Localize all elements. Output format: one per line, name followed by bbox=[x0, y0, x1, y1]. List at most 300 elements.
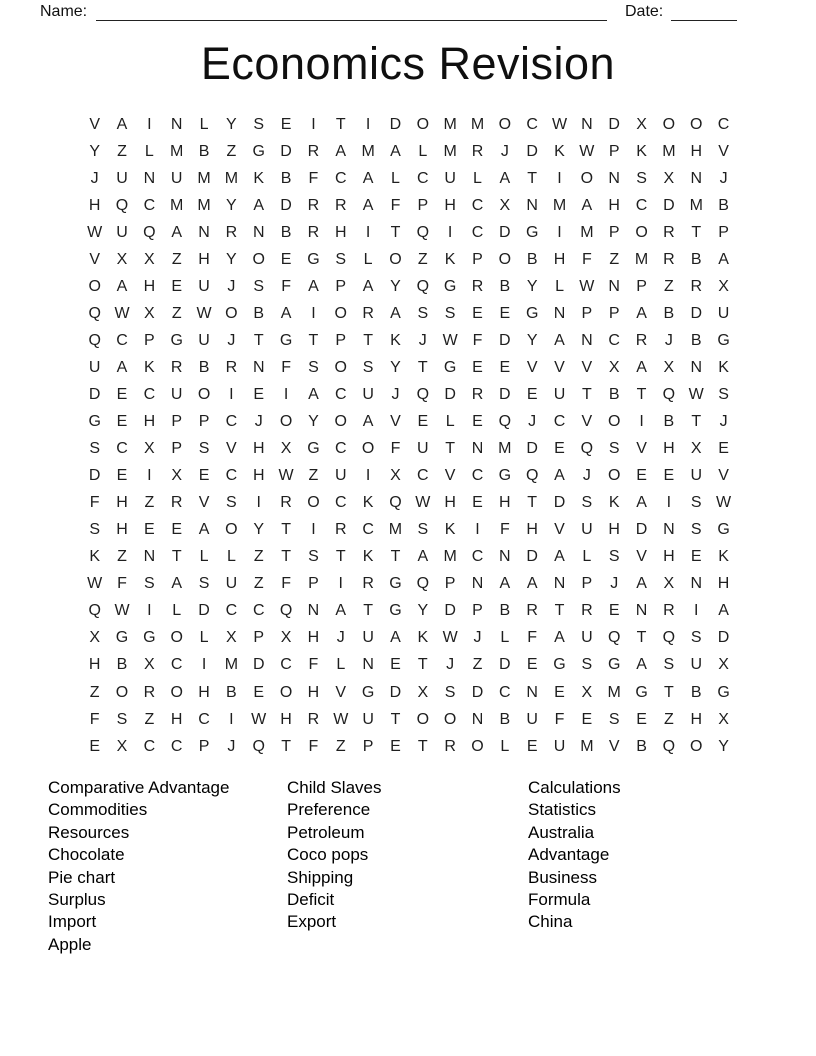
grid-cell: S bbox=[417, 304, 429, 322]
grid-cell: Q bbox=[88, 304, 101, 322]
grid-cell: S bbox=[608, 710, 620, 728]
grid-cell: J bbox=[719, 413, 728, 431]
grid-cell: S bbox=[581, 494, 593, 512]
grid-cell: S bbox=[226, 494, 237, 512]
grid-cell: P bbox=[335, 331, 347, 349]
grid-cell: R bbox=[280, 494, 292, 512]
grid-cell: N bbox=[526, 196, 538, 214]
grid-cell: Y bbox=[89, 142, 100, 160]
grid-cell: A bbox=[198, 521, 210, 539]
grid-cell: W bbox=[114, 602, 130, 620]
grid-cell: O bbox=[443, 710, 457, 728]
grid-cell: C bbox=[471, 548, 484, 566]
grid-cell: D bbox=[690, 304, 703, 322]
grid-cell: C bbox=[198, 710, 210, 728]
grid-cell: L bbox=[418, 142, 428, 160]
grid-cell: K bbox=[362, 494, 374, 512]
grid-cell: I bbox=[229, 385, 234, 403]
grid-cell: H bbox=[116, 494, 128, 512]
grid-cell: A bbox=[636, 656, 647, 674]
grid-cell: J bbox=[664, 331, 673, 349]
grid-cell: T bbox=[281, 521, 291, 539]
grid-cell: N bbox=[690, 575, 703, 593]
grid-cell: H bbox=[444, 196, 456, 214]
grid-cell: Z bbox=[144, 494, 155, 512]
grid-cell: D bbox=[635, 521, 648, 539]
grid-cell: I bbox=[201, 656, 207, 674]
grid-cell: U bbox=[334, 467, 347, 485]
grid-cell: D bbox=[252, 656, 265, 674]
grid-cell: Z bbox=[171, 304, 182, 322]
grid-cell: O bbox=[252, 250, 265, 268]
grid-cell: E bbox=[636, 710, 647, 728]
grid-cell: B bbox=[690, 250, 702, 268]
grid-cell: F bbox=[390, 440, 401, 458]
grid-cell: F bbox=[499, 521, 510, 539]
grid-cell: R bbox=[581, 602, 593, 620]
word-list-item: Petroleum bbox=[287, 822, 365, 842]
grid-cell: E bbox=[472, 413, 483, 431]
grid-cell: V bbox=[335, 683, 347, 701]
grid-cell: B bbox=[636, 737, 647, 755]
grid-cell: I bbox=[256, 494, 261, 512]
grid-cell: A bbox=[554, 467, 565, 485]
grid-cell: R bbox=[307, 223, 320, 241]
grid-cell: A bbox=[554, 548, 565, 566]
grid-cell: T bbox=[527, 169, 538, 187]
grid-cell: D bbox=[471, 683, 484, 701]
grid-cell: X bbox=[226, 629, 237, 647]
grid-cell: X bbox=[718, 277, 729, 295]
grid-cell: H bbox=[252, 467, 265, 485]
grid-cell: F bbox=[527, 629, 538, 647]
grid-cell: O bbox=[690, 115, 703, 133]
grid-cell: S bbox=[636, 169, 647, 187]
grid-cell: E bbox=[663, 467, 675, 485]
grid-cell: O bbox=[580, 169, 594, 187]
grid-cell: J bbox=[227, 331, 236, 349]
grid-cell: Q bbox=[416, 385, 430, 403]
grid-cell: G bbox=[115, 629, 129, 647]
grid-cell: A bbox=[362, 169, 374, 187]
grid-cell: A bbox=[362, 277, 374, 295]
grid-cell: N bbox=[526, 683, 538, 701]
grid-cell: Q bbox=[389, 494, 402, 512]
grid-cell: G bbox=[307, 440, 320, 458]
grid-cell: O bbox=[88, 277, 101, 295]
grid-cell: E bbox=[89, 737, 100, 755]
grid-cell: G bbox=[717, 683, 730, 701]
grid-cell: A bbox=[308, 277, 319, 295]
grid-cell: S bbox=[608, 440, 620, 458]
grid-cell: L bbox=[199, 115, 209, 133]
grid-cell: T bbox=[281, 548, 291, 566]
grid-cell: M bbox=[552, 196, 567, 214]
grid-cell: R bbox=[362, 575, 374, 593]
grid-cell: A bbox=[171, 223, 183, 241]
grid-cell: K bbox=[362, 548, 374, 566]
grid-cell: A bbox=[253, 196, 265, 214]
grid-cell: L bbox=[500, 737, 510, 755]
grid-cell: E bbox=[499, 358, 511, 376]
grid-cell: L bbox=[582, 548, 592, 566]
grid-cell: T bbox=[664, 683, 674, 701]
grid-cell: R bbox=[307, 142, 320, 160]
grid-cell: X bbox=[663, 575, 675, 593]
grid-cell: X bbox=[663, 358, 675, 376]
grid-cell: R bbox=[635, 331, 648, 349]
grid-cell: P bbox=[198, 413, 210, 431]
grid-cell: F bbox=[308, 169, 319, 187]
date-label: Date: bbox=[625, 3, 664, 20]
grid-cell: D bbox=[389, 115, 402, 133]
grid-cell: T bbox=[363, 331, 373, 349]
grid-cell: Q bbox=[580, 440, 594, 458]
grid-cell: Z bbox=[664, 277, 674, 295]
grid-cell: T bbox=[417, 358, 428, 376]
grid-cell: T bbox=[253, 331, 264, 349]
grid-cell: M bbox=[607, 683, 621, 701]
grid-cell: E bbox=[390, 737, 401, 755]
grid-cell: A bbox=[581, 196, 593, 214]
grid-cell: Q bbox=[662, 629, 676, 647]
word-list-item: Commodities bbox=[48, 800, 148, 820]
grid-cell: D bbox=[499, 656, 511, 674]
grid-cell: E bbox=[718, 440, 729, 458]
grid-cell: Y bbox=[226, 196, 237, 214]
grid-cell: H bbox=[198, 683, 210, 701]
grid-cell: Z bbox=[335, 737, 346, 755]
grid-cell: C bbox=[225, 413, 238, 431]
grid-cell: R bbox=[225, 223, 238, 241]
grid-cell: O bbox=[334, 358, 347, 376]
grid-cell: V bbox=[608, 737, 620, 755]
grid-cell: I bbox=[311, 521, 316, 539]
grid-cell: U bbox=[690, 467, 703, 485]
grid-cell: G bbox=[498, 467, 512, 485]
grid-cell: W bbox=[196, 304, 212, 322]
grid-cell: W bbox=[579, 277, 595, 295]
grid-cell: N bbox=[252, 223, 265, 241]
grid-cell: L bbox=[199, 548, 209, 566]
grid-cell: J bbox=[473, 629, 482, 647]
grid-cell: M bbox=[498, 440, 512, 458]
grid-cell: V bbox=[226, 440, 237, 458]
grid-cell: G bbox=[389, 602, 402, 620]
grid-cell: H bbox=[663, 440, 675, 458]
grid-cell: C bbox=[417, 169, 429, 187]
grid-cell: A bbox=[390, 142, 401, 160]
grid-cell: G bbox=[717, 331, 730, 349]
grid-cell: H bbox=[663, 548, 675, 566]
grid-cell: E bbox=[608, 602, 620, 620]
grid-cell: P bbox=[718, 223, 729, 241]
grid-cell: O bbox=[498, 115, 512, 133]
grid-cell: E bbox=[472, 358, 483, 376]
grid-cell: K bbox=[718, 358, 729, 376]
grid-cell: B bbox=[690, 331, 702, 349]
grid-cell: F bbox=[89, 494, 100, 512]
grid-cell: R bbox=[471, 277, 484, 295]
grid-cell: D bbox=[198, 602, 210, 620]
grid-cell: G bbox=[389, 575, 402, 593]
grid-cell: X bbox=[171, 467, 183, 485]
grid-cell: W bbox=[415, 494, 431, 512]
grid-cell: I bbox=[694, 602, 699, 620]
grid-cell: C bbox=[252, 602, 265, 620]
grid-cell: K bbox=[89, 548, 100, 566]
grid-cell: I bbox=[557, 169, 562, 187]
grid-cell: W bbox=[551, 115, 568, 133]
grid-cell: D bbox=[553, 494, 566, 512]
grid-cell: G bbox=[525, 223, 539, 241]
grid-cell: F bbox=[89, 710, 100, 728]
grid-cell: O bbox=[197, 385, 211, 403]
grid-cell: E bbox=[253, 385, 265, 403]
grid-cell: H bbox=[499, 494, 511, 512]
grid-cell: B bbox=[280, 169, 292, 187]
grid-cell: J bbox=[227, 277, 236, 295]
grid-cell: U bbox=[116, 169, 128, 187]
grid-cell: E bbox=[554, 683, 565, 701]
word-list-item: Pie chart bbox=[48, 867, 116, 887]
grid-cell: P bbox=[308, 575, 319, 593]
grid-cell: B bbox=[280, 223, 292, 241]
grid-cell: L bbox=[500, 629, 510, 647]
grid-cell: B bbox=[526, 250, 538, 268]
grid-cell: W bbox=[442, 629, 458, 647]
grid-cell: T bbox=[390, 710, 401, 728]
grid-cell: L bbox=[226, 548, 236, 566]
grid-cell: S bbox=[690, 521, 702, 539]
grid-cell: U bbox=[444, 169, 456, 187]
grid-cell: X bbox=[690, 440, 702, 458]
grid-cell: B bbox=[690, 683, 702, 701]
grid-cell: P bbox=[608, 304, 620, 322]
grid-cell: G bbox=[443, 277, 457, 295]
grid-cell: P bbox=[581, 575, 593, 593]
grid-cell: P bbox=[198, 737, 210, 755]
grid-cell: H bbox=[334, 223, 347, 241]
grid-cell: J bbox=[582, 467, 591, 485]
grid-cell: P bbox=[472, 250, 483, 268]
grid-cell: C bbox=[471, 467, 484, 485]
grid-cell: C bbox=[170, 656, 183, 674]
grid-cell: N bbox=[581, 115, 593, 133]
grid-cell: V bbox=[89, 115, 100, 133]
grid-cell: L bbox=[473, 169, 482, 187]
grid-cell: O bbox=[498, 250, 512, 268]
grid-cell: P bbox=[335, 277, 347, 295]
grid-cell: Z bbox=[144, 710, 155, 728]
grid-cell: Q bbox=[607, 629, 621, 647]
grid-cell: W bbox=[688, 385, 704, 403]
grid-cell: G bbox=[553, 656, 566, 674]
grid-cell: C bbox=[143, 737, 156, 755]
grid-cell: M bbox=[197, 196, 211, 214]
grid-cell: O bbox=[115, 683, 129, 701]
word-list-item: Formula bbox=[528, 890, 591, 910]
word-list-item: Child Slaves bbox=[287, 778, 382, 797]
grid-cell: M bbox=[443, 548, 457, 566]
grid-cell: R bbox=[471, 385, 484, 403]
grid-cell: S bbox=[690, 629, 702, 647]
grid-cell: Z bbox=[308, 467, 319, 485]
grid-cell: N bbox=[143, 169, 156, 187]
grid-cell: F bbox=[308, 656, 319, 674]
grid-cell: R bbox=[526, 602, 538, 620]
grid-cell: S bbox=[335, 250, 347, 268]
grid-cell: A bbox=[362, 196, 374, 214]
grid-cell: O bbox=[416, 710, 430, 728]
grid-cell: K bbox=[554, 142, 565, 160]
grid-cell: T bbox=[691, 413, 702, 431]
grid-cell: T bbox=[390, 548, 401, 566]
grid-cell: C bbox=[334, 440, 347, 458]
grid-cell: N bbox=[608, 277, 620, 295]
grid-cell: M bbox=[170, 196, 184, 214]
grid-cell: X bbox=[581, 683, 593, 701]
grid-cell: Q bbox=[662, 385, 676, 403]
grid-cell: U bbox=[690, 656, 703, 674]
grid-cell: A bbox=[116, 277, 128, 295]
grid-cell: X bbox=[718, 710, 729, 728]
grid-cell: E bbox=[171, 521, 183, 539]
grid-cell: V bbox=[636, 548, 647, 566]
grid-cell: O bbox=[279, 683, 293, 701]
grid-cell: T bbox=[171, 548, 182, 566]
grid-cell: D bbox=[499, 385, 511, 403]
grid-cell: K bbox=[636, 142, 647, 160]
grid-cell: Y bbox=[253, 521, 265, 539]
grid-cell: M bbox=[388, 521, 403, 539]
grid-cell: Z bbox=[171, 250, 182, 268]
grid-cell: R bbox=[334, 196, 347, 214]
grid-cell: E bbox=[390, 656, 401, 674]
grid-cell: H bbox=[88, 196, 101, 214]
grid-cell: D bbox=[444, 602, 456, 620]
grid-cell: K bbox=[253, 169, 265, 187]
grid-cell: W bbox=[442, 331, 458, 349]
grid-cell: M bbox=[580, 223, 594, 241]
grid-cell: X bbox=[663, 169, 675, 187]
grid-cell: T bbox=[527, 494, 538, 512]
grid-cell: D bbox=[280, 142, 292, 160]
grid-cell: R bbox=[690, 277, 703, 295]
grid-cell: L bbox=[363, 250, 373, 268]
grid-cell: I bbox=[147, 467, 152, 485]
grid-cell: D bbox=[444, 385, 456, 403]
grid-cell: S bbox=[581, 656, 593, 674]
grid-cell: W bbox=[716, 494, 732, 512]
grid-cell: L bbox=[391, 169, 400, 187]
grid-cell: S bbox=[362, 358, 374, 376]
grid-cell: C bbox=[334, 169, 347, 187]
grid-cell: B bbox=[499, 710, 511, 728]
grid-cell: Z bbox=[117, 142, 127, 160]
grid-cell: S bbox=[308, 358, 319, 376]
grid-cell: J bbox=[336, 629, 345, 647]
grid-cell: N bbox=[690, 358, 703, 376]
grid-cell: M bbox=[634, 250, 649, 268]
grid-cell: A bbox=[636, 494, 647, 512]
grid-cell: H bbox=[608, 521, 620, 539]
grid-cell: S bbox=[608, 548, 620, 566]
grid-cell: X bbox=[636, 115, 647, 133]
grid-cell: A bbox=[280, 304, 292, 322]
grid-cell: S bbox=[253, 277, 265, 295]
grid-cell: X bbox=[280, 629, 292, 647]
grid-cell: X bbox=[116, 250, 128, 268]
grid-cell: D bbox=[526, 142, 538, 160]
grid-cell: X bbox=[417, 683, 429, 701]
grid-cell: Q bbox=[143, 223, 156, 241]
grid-cell: A bbox=[718, 602, 729, 620]
grid-cell: F bbox=[554, 710, 565, 728]
grid-cell: S bbox=[308, 548, 319, 566]
grid-cell: P bbox=[362, 737, 374, 755]
grid-cell: E bbox=[554, 440, 565, 458]
grid-cell: A bbox=[636, 358, 647, 376]
grid-cell: X bbox=[390, 467, 401, 485]
grid-cell: U bbox=[198, 277, 210, 295]
grid-cell: V bbox=[636, 440, 647, 458]
grid-cell: P bbox=[472, 602, 483, 620]
grid-cell: C bbox=[225, 602, 238, 620]
grid-cell: N bbox=[553, 575, 566, 593]
grid-cell: Z bbox=[472, 656, 483, 674]
grid-cell: J bbox=[610, 575, 619, 593]
grid-cell: B bbox=[663, 413, 675, 431]
grid-cell: R bbox=[362, 304, 374, 322]
grid-cell: I bbox=[365, 115, 371, 133]
grid-cell: C bbox=[717, 115, 730, 133]
grid-cell: K bbox=[390, 331, 401, 349]
grid-cell: A bbox=[335, 602, 347, 620]
word-list-item: Import bbox=[48, 912, 97, 932]
grid-cell: A bbox=[362, 413, 374, 431]
grid-cell: H bbox=[170, 710, 183, 728]
grid-cell: E bbox=[499, 304, 511, 322]
grid-cell: U bbox=[362, 710, 374, 728]
word-list-column bbox=[48, 777, 229, 956]
grid-cell: H bbox=[88, 656, 101, 674]
grid-cell: K bbox=[144, 358, 155, 376]
grid-cell: U bbox=[717, 304, 730, 322]
page-title: Economics Revision bbox=[200, 38, 616, 89]
grid-cell: V bbox=[718, 467, 729, 485]
grid-cell: C bbox=[334, 385, 347, 403]
grid-cell: I bbox=[229, 710, 234, 728]
grid-cell: S bbox=[89, 440, 100, 458]
grid-cell: Y bbox=[417, 602, 429, 620]
word-list-item: Preference bbox=[287, 800, 371, 820]
grid-cell: E bbox=[417, 413, 429, 431]
grid-cell: N bbox=[307, 602, 320, 620]
grid-cell: H bbox=[307, 683, 320, 701]
header bbox=[0, 0, 816, 30]
grid-cell: Y bbox=[226, 115, 237, 133]
grid-cell: U bbox=[417, 440, 429, 458]
grid-cell: R bbox=[663, 250, 675, 268]
grid-cell: D bbox=[526, 440, 538, 458]
grid-cell: E bbox=[144, 521, 155, 539]
grid-cell: Y bbox=[226, 250, 237, 268]
grid-cell: Z bbox=[253, 548, 264, 566]
grid-cell: N bbox=[143, 548, 156, 566]
grid-cell: Z bbox=[226, 142, 237, 160]
grid-cell: B bbox=[198, 142, 210, 160]
